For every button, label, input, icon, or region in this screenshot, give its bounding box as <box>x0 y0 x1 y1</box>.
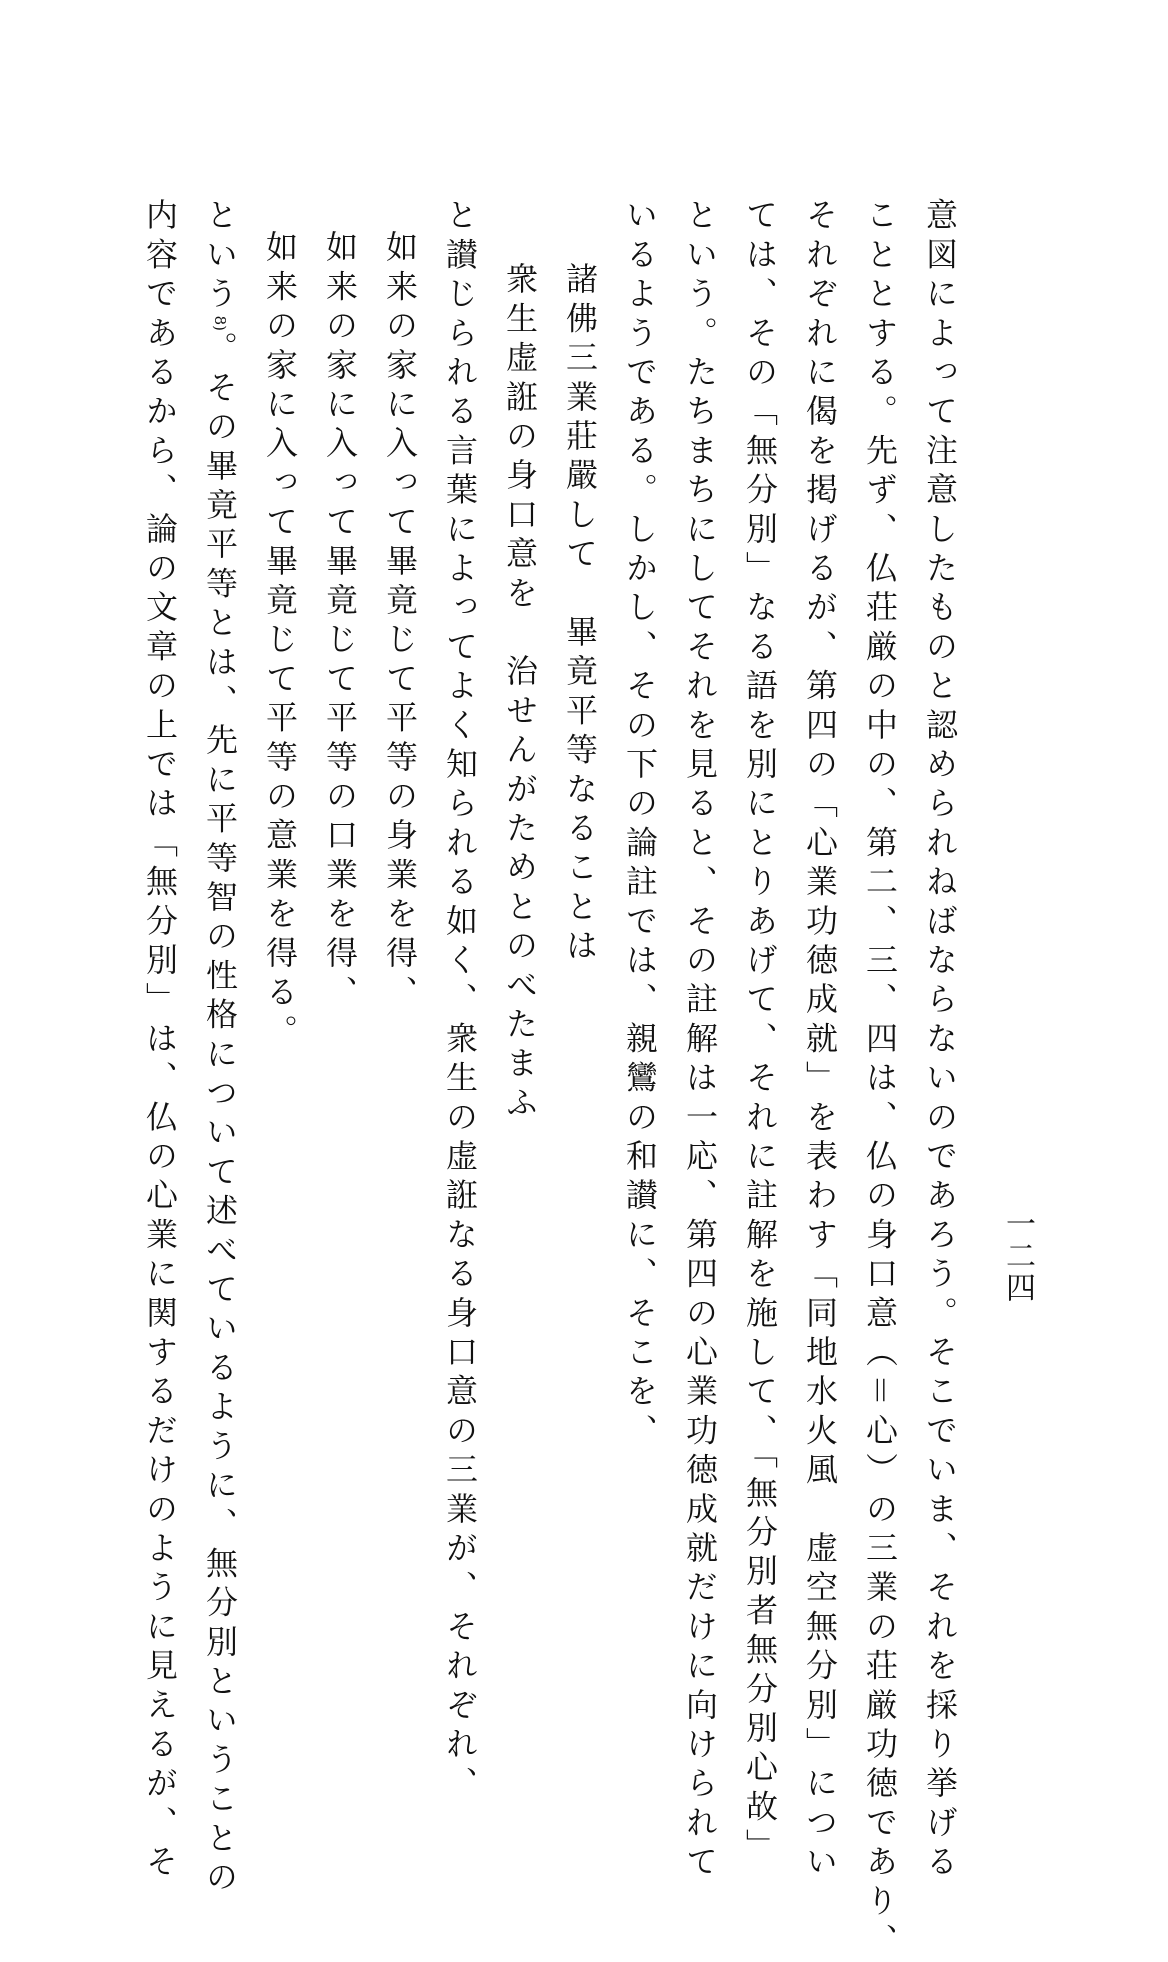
text-line-3: それぞれに偈を掲げるが、第四の「心業功徳成就」を表わす「同地水火風 虚空無分別」につい <box>801 198 839 1884</box>
body-text <box>141 198 970 1962</box>
quote-line-1: 如来の家に入って畢竟じて平等の身業を得、 <box>381 230 419 1014</box>
verse-line-1: 諸佛三業莊嚴して 畢竟平等なることは <box>561 262 599 968</box>
quote-line-3: 如来の家に入って畢竟じて平等の意業を得る。 <box>261 230 299 1054</box>
text-line-last: 内容であるから、論の文章の上では「無分別」は、仏の心業に関するだけのように見えるが、そ <box>141 198 179 1884</box>
text-line-2: こととする。先ず、仏荘厳の中の、第二、三、四は、仏の身口意（＝心）の三業の荘厳功徳であり、 <box>861 198 899 1962</box>
page-number: 一二四 <box>1000 1208 1035 1304</box>
text-line-1: 意図によって注意したものと認められねばならないのであろう。そこでいま、それを採り挙げる <box>921 198 959 1884</box>
text-line-5: という。たちまちにしてそれを見ると、その註解は一応、第四の心業功徳成就だけに向けられて <box>681 198 719 1884</box>
quote-line-2: 如来の家に入って畢竟じて平等の口業を得、 <box>321 230 359 1014</box>
text-line-after-verse: と讃じられる言葉によってよく知られる如く、衆生の虚誑なる身口意の三業が、それぞれ、 <box>441 198 479 1806</box>
note-line-prefix: という <box>201 198 239 316</box>
text-line-6: いるようである。しかし、その下の論註では、親鸞の和讃に、そこを、 <box>621 198 659 1453</box>
verse-line-2: 衆生虚誑の身口意を 治せんがためとのべたまふ <box>501 262 539 1125</box>
text-line-with-note <box>190 198 250 1900</box>
note-line-rest: 。その畢竟平等とは、先に平等智の性格について述べているように、無分別ということの <box>201 331 239 1900</box>
footnote-marker: 8) <box>211 315 229 332</box>
text-line-4: ては、その「無分別」なる語を別にとりあげて、それに註解を施して、「無分別者無分別心故」 <box>741 198 779 1868</box>
